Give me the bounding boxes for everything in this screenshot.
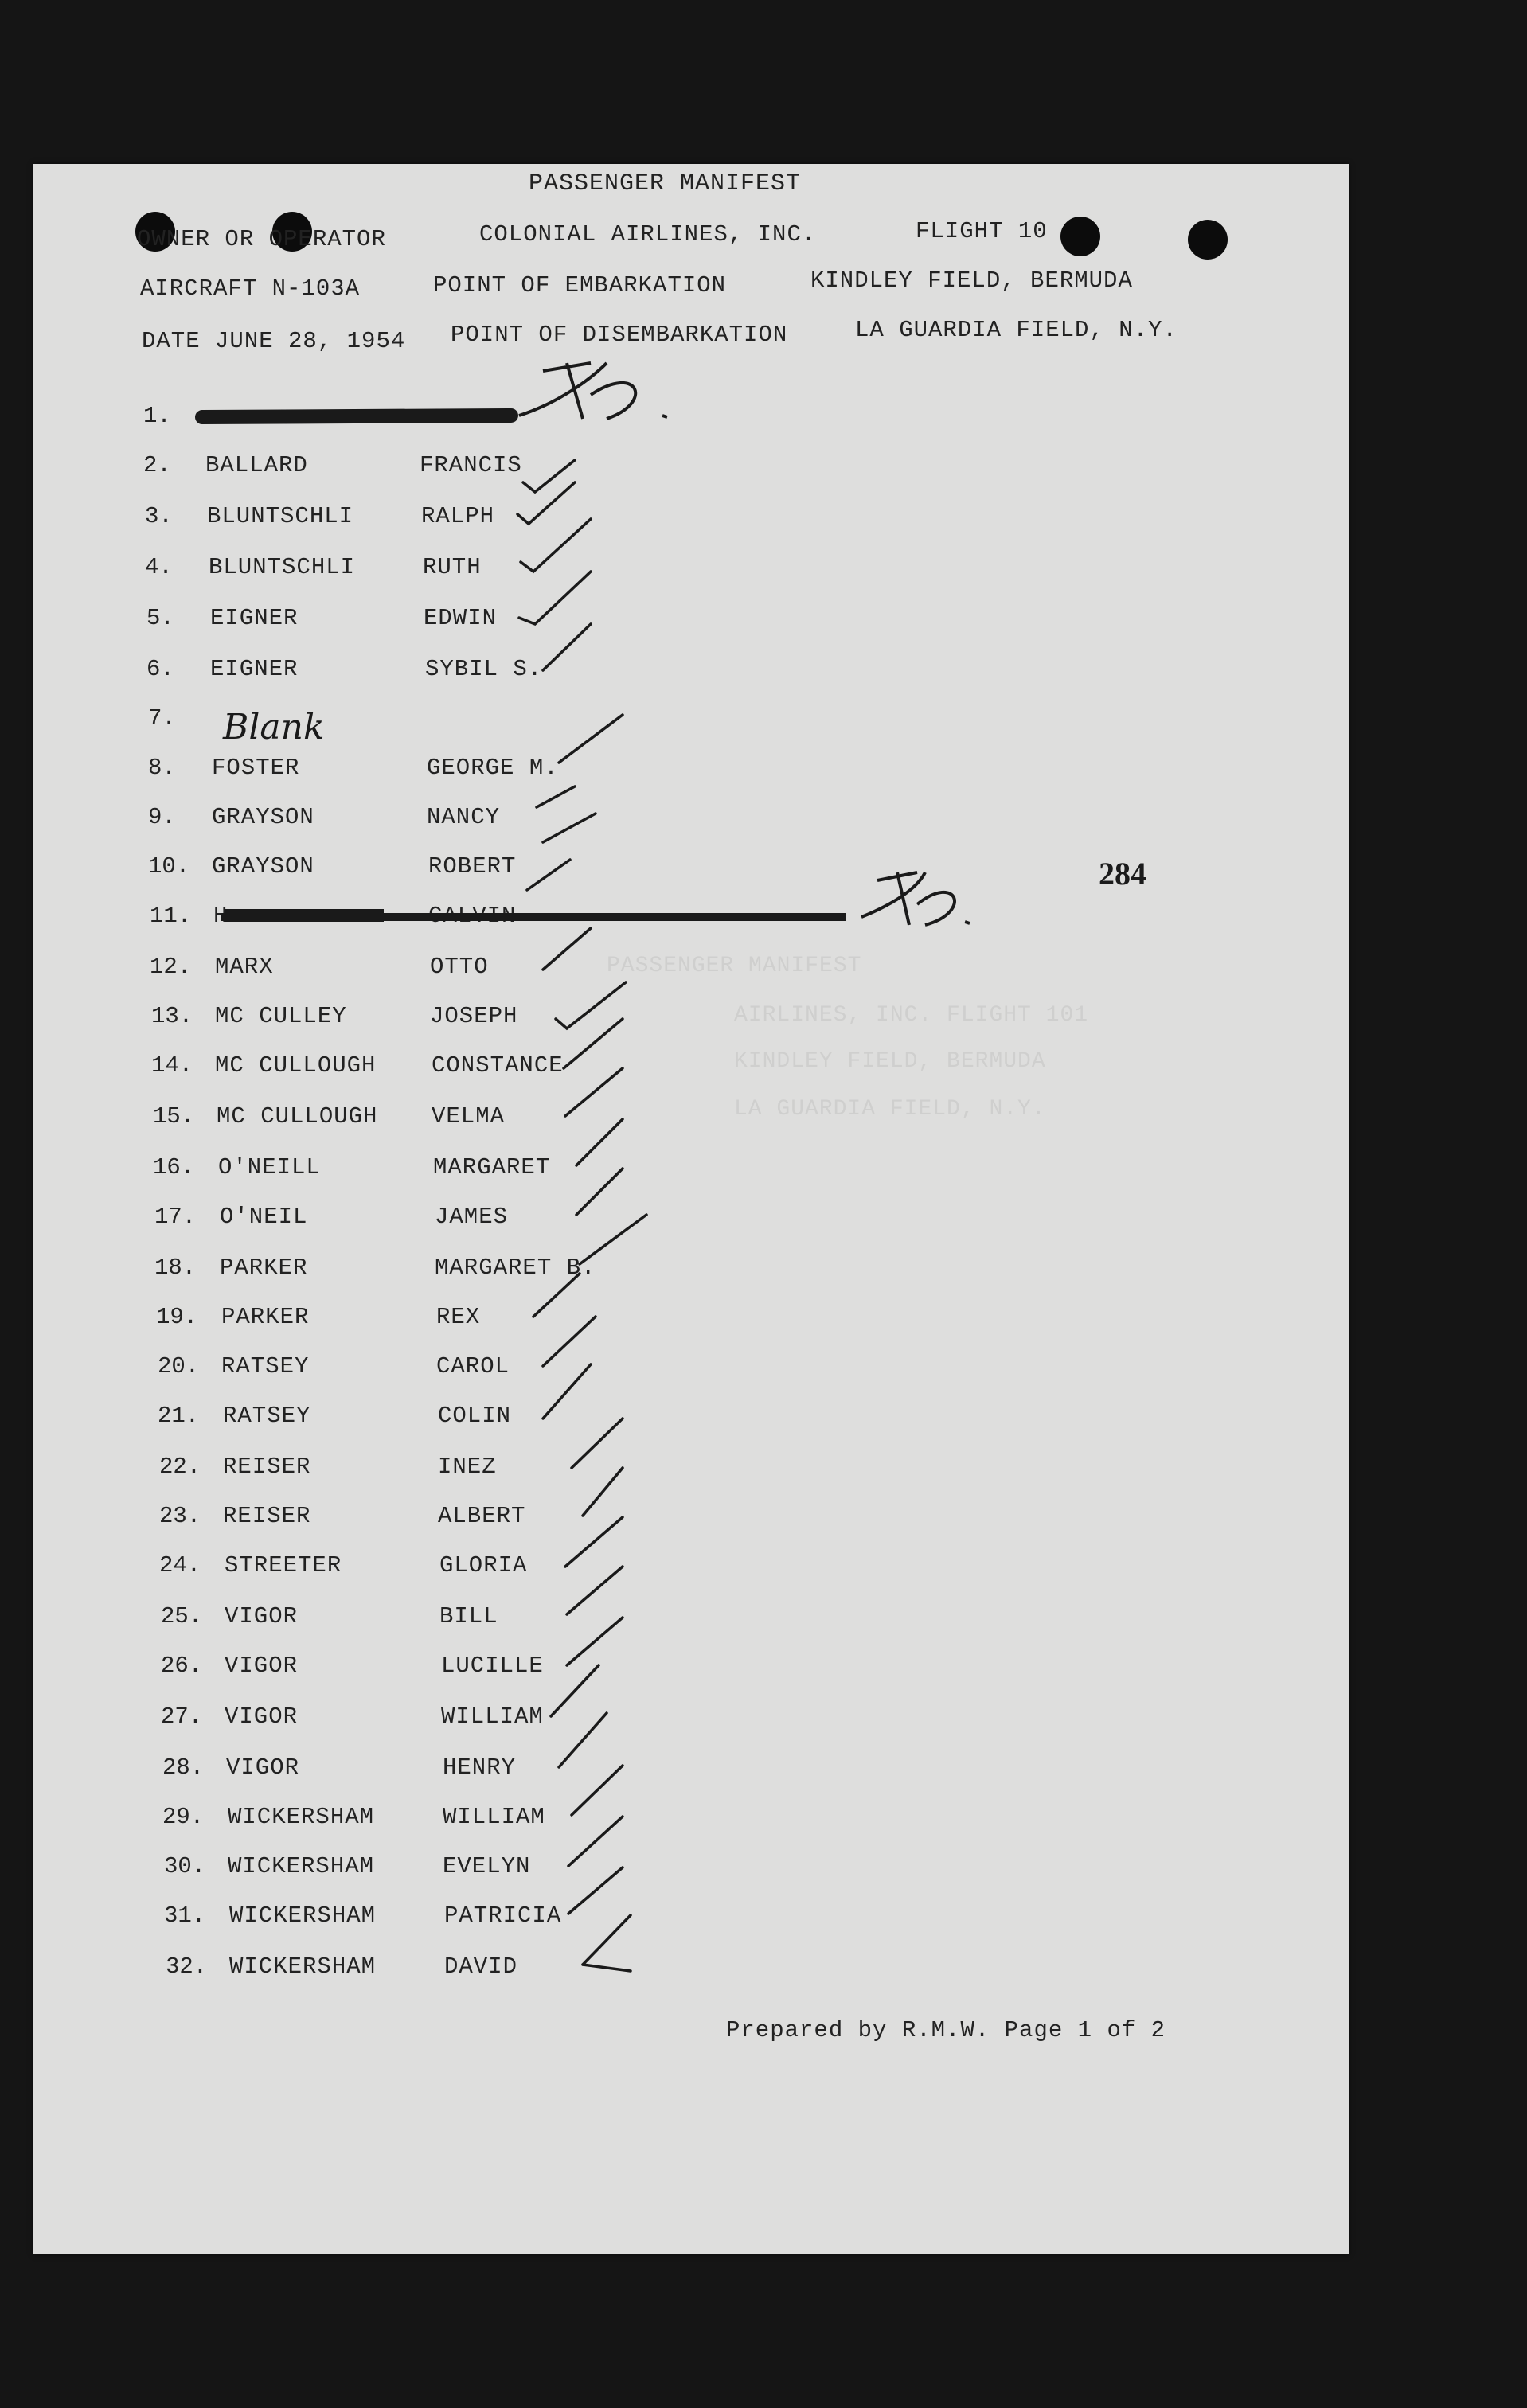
passenger-row [33,804,1307,836]
passenger-first-name: RALPH [421,503,495,529]
passenger-last-name: WICKERSHAM [229,1953,377,1980]
passenger-row [33,1103,1307,1135]
passenger-row [33,1255,1307,1286]
passenger-last-name: RATSEY [221,1353,310,1380]
passenger-last-name: BALLARD [205,452,308,478]
passenger-last-name: WICKERSHAM [228,1804,375,1830]
passenger-first-name: ALBERT [438,1503,526,1529]
passenger-last-name: WICKERSHAM [229,1903,377,1929]
aircraft-label: AIRCRAFT N-103A [140,275,361,302]
row-number: 12. [150,954,192,980]
row-number: 30. [164,1853,206,1879]
passenger-last-name: RATSEY [223,1403,311,1429]
passenger-first-name: CAROL [436,1353,510,1380]
passenger-last-name: EIGNER [210,605,299,631]
passenger-row [33,1804,1307,1836]
passenger-row [33,403,1307,435]
passenger-row [33,1052,1307,1084]
passenger-first-name: GLORIA [439,1552,528,1579]
punch-hole [1060,217,1100,256]
passenger-last-name: MARX [215,954,274,980]
row-number: 8. [148,755,176,781]
row-number: 24. [159,1552,201,1579]
row-number: 21. [158,1403,200,1429]
passenger-row [33,1552,1307,1584]
row-number: 17. [154,1204,197,1230]
disembark-value: LA GUARDIA FIELD, N.Y. [855,317,1177,343]
row-number: 11. [150,903,192,929]
passenger-last-name: REISER [223,1503,311,1529]
embark-value: KINDLEY FIELD, BERMUDA [810,267,1133,294]
passenger-first-name: JAMES [435,1204,509,1230]
passenger-last-name: MC CULLOUGH [215,1052,377,1079]
row-number: 15. [153,1103,195,1130]
passenger-last-name: MC CULLEY [215,1003,347,1029]
passenger-last-name: VIGOR [225,1603,299,1629]
passenger-first-name: JOSEPH [430,1003,518,1029]
passenger-first-name: MARGARET [433,1154,551,1181]
passenger-first-name: WILLIAM [443,1804,545,1830]
passenger-first-name: ROBERT [428,853,517,880]
passenger-first-name: OTTO [430,954,489,980]
passenger-row [33,605,1307,637]
passenger-row [33,1953,1307,1985]
passenger-row [33,503,1307,535]
passenger-first-name: CONSTANCE [432,1052,564,1079]
embark-label: POINT OF EMBARKATION [433,272,727,299]
passenger-first-name: HENRY [443,1754,517,1781]
passenger-first-name: PATRICIA [444,1903,562,1929]
row-number: 16. [153,1154,195,1181]
row-number: 27. [161,1704,203,1730]
row-number: 18. [154,1255,197,1281]
passenger-first-name: COLIN [438,1403,512,1429]
passenger-first-name: CALVIN [428,903,517,929]
row-number: 5. [146,605,174,631]
passenger-row [33,903,1307,935]
passenger-last-name: VIGOR [226,1754,300,1781]
row-number: 1. [143,403,171,429]
passenger-last-name: GRAYSON [212,804,314,830]
row-number: 26. [161,1653,203,1679]
flight-label: FLIGHT 10 [916,218,1048,244]
row-number: 31. [164,1903,206,1929]
passenger-row [33,1403,1307,1434]
passenger-last-name: GRAYSON [212,853,314,880]
passenger-first-name: SYBIL S. [425,656,543,682]
passenger-last-name: PARKER [221,1304,310,1330]
row-number: 28. [162,1754,205,1781]
row-number: 23. [159,1503,201,1529]
passenger-last-name: VIGOR [225,1653,299,1679]
document-title: PASSENGER MANIFEST [529,170,802,197]
passenger-last-name: VIGOR [225,1704,299,1730]
passenger-row [33,1603,1307,1635]
passenger-row [33,1154,1307,1186]
row-number: 32. [166,1953,208,1980]
passenger-last-name: O'NEILL [218,1154,321,1181]
row-number: 9. [148,804,176,830]
passenger-last-name: PARKER [220,1255,308,1281]
date-label: DATE JUNE 28, 1954 [142,328,406,354]
page-stamp-number: 284 [1099,856,1146,892]
passenger-row [33,1754,1307,1786]
row-number: 13. [151,1003,193,1029]
passenger-first-name: MARGARET B. [435,1255,596,1281]
passenger-row [33,1903,1307,1934]
owner-value: COLONIAL AIRLINES, INC. [479,221,817,248]
passenger-row [33,705,1307,737]
manifest-page [33,164,1349,2254]
row-number: 14. [151,1052,193,1079]
row-number: 6. [146,656,174,682]
passenger-last-name: BLUNTSCHLI [207,503,354,529]
row-number: 10. [148,853,190,880]
passenger-row [33,1704,1307,1735]
passenger-row [33,1353,1307,1385]
passenger-row [33,1304,1307,1336]
passenger-last-name: STREETER [225,1552,342,1579]
row-number: 7. [148,705,176,732]
bleed-through-text: AIRLINES, INC. FLIGHT 101 [734,1003,1089,1028]
passenger-last-name: WICKERSHAM [228,1853,375,1879]
passenger-first-name: FRANCIS [420,452,522,478]
passenger-first-name: REX [436,1304,481,1330]
row-number: 25. [161,1603,203,1629]
passenger-first-name: INEZ [438,1454,497,1480]
passenger-row [33,1454,1307,1485]
passenger-last-name: REISER [223,1454,311,1480]
row-number: 29. [162,1804,205,1830]
bleed-through-text: KINDLEY FIELD, BERMUDA [734,1049,1046,1074]
row-number: 22. [159,1454,201,1480]
passenger-first-name: VELMA [432,1103,506,1130]
passenger-first-name: LUCILLE [441,1653,544,1679]
passenger-row [33,755,1307,786]
passenger-first-name: BILL [439,1603,498,1629]
row-number: 20. [158,1353,200,1380]
passenger-row [33,452,1307,484]
passenger-row [33,554,1307,586]
passenger-last-name: MC CULLOUGH [217,1103,378,1130]
passenger-last-name: FOSTER [212,755,300,781]
disembark-label: POINT OF DISEMBARKATION [451,322,788,348]
passenger-row [33,1653,1307,1684]
passenger-first-name: DAVID [444,1953,518,1980]
owner-label: OWNER OR OPERATOR [137,226,386,252]
passenger-first-name: RUTH [423,554,482,580]
passenger-first-name: EVELYN [443,1853,531,1879]
passenger-last-name: H [213,903,228,929]
passenger-first-name: WILLIAM [441,1704,544,1730]
row-number: 4. [145,554,173,580]
passenger-row [33,1204,1307,1235]
blank-handwriting: Blank [223,707,325,747]
passenger-first-name: GEORGE M. [427,755,559,781]
passenger-first-name: NANCY [427,804,501,830]
punch-hole [1188,220,1228,260]
row-number: 3. [145,503,173,529]
row-number: 2. [143,452,171,478]
passenger-row [33,1853,1307,1885]
passenger-first-name: EDWIN [424,605,498,631]
bleed-through-text: PASSENGER MANIFEST [607,954,862,978]
passenger-last-name: EIGNER [210,656,299,682]
prepared-by-footer: Prepared by R.M.W. Page 1 of 2 [726,2017,1166,2043]
passenger-row [33,1503,1307,1535]
passenger-last-name: O'NEIL [220,1204,308,1230]
passenger-row [33,954,1307,985]
passenger-last-name: BLUNTSCHLI [209,554,356,580]
passenger-row [33,656,1307,688]
passenger-row [33,1003,1307,1035]
row-number: 19. [156,1304,198,1330]
bleed-through-text: LA GUARDIA FIELD, N.Y. [734,1097,1046,1122]
